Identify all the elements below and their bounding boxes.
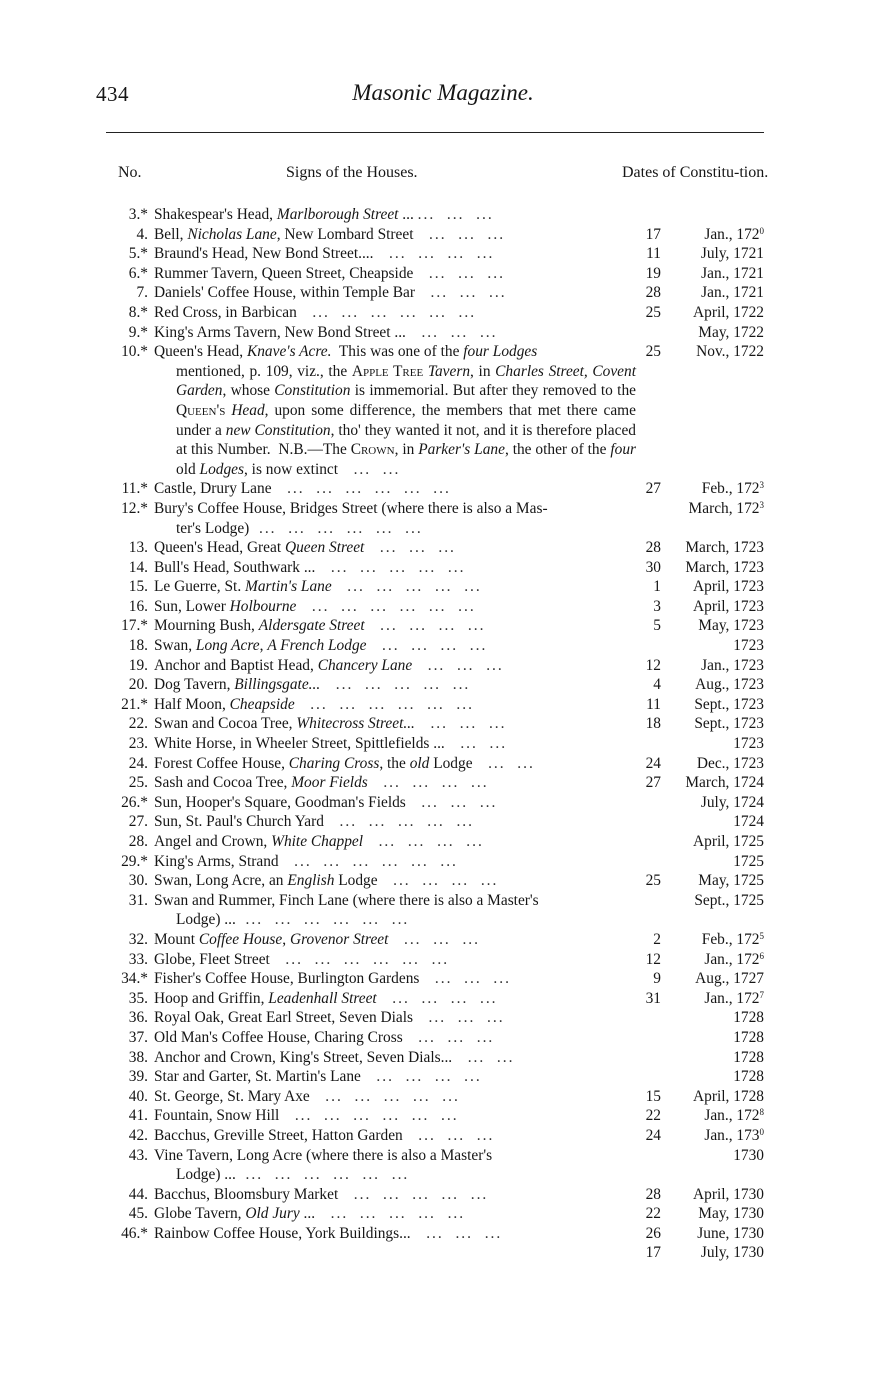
entry-day: 3	[653, 597, 661, 615]
entry-date: Jan., $173^0$	[704, 1126, 764, 1144]
entry-day: 27	[645, 480, 661, 498]
entry-sign: Daniels' Coffee House, within Temple Bar ... ... ...	[154, 284, 507, 302]
entry-date: May, 1723	[698, 617, 764, 635]
page-number: 434	[96, 82, 129, 106]
entry-date: 1728	[733, 1068, 764, 1086]
entry-day: 26	[645, 1224, 661, 1242]
entry-date: 1723	[733, 637, 764, 655]
entry-day: 5	[653, 617, 661, 635]
entry-number: 5.*	[128, 245, 148, 263]
entry-date: April, 1730	[693, 1185, 764, 1203]
entry-sign: Bull's Head, Southwark ... ... ... ... ... ...	[154, 558, 466, 576]
entry-date: April, 1723	[693, 578, 764, 596]
entry-number: 14.	[128, 558, 148, 576]
entry-sign: Sun, St. Paul's Church Yard ... ... ... ... ...	[154, 813, 475, 831]
entry-number: 13.	[128, 539, 148, 557]
entry-day: 28	[645, 539, 661, 557]
entry-date: Aug., 1727	[695, 970, 764, 988]
entry-sign: King's Arms Tavern, New Bond Street ... ... ... ...	[154, 323, 498, 341]
entry-number: 40.	[128, 1087, 148, 1105]
entry-date: Nov., 1722	[696, 343, 764, 361]
entry-sign: Fountain, Snow Hill ... ... ... ... ... ...	[154, 1107, 459, 1125]
lodge-entry	[0, 1224, 886, 1262]
entry-sign: Swan, Long Acre, an English Lodge ... ... ... ...	[154, 872, 499, 890]
entry-date: July, 1730	[700, 1244, 764, 1262]
entry-sign: Anchor and Baptist Head, Chancery Lane ... ... ...	[154, 656, 504, 674]
entry-day: 30	[645, 558, 661, 576]
entry-sign: Swan and Cocoa Tree, Whitecross Street... ... ... ...	[154, 715, 507, 733]
entry-sign: Angel and Crown, White Chappel ... ... ... ...	[154, 833, 484, 850]
entry-day: 25	[645, 343, 661, 361]
entry-number: 45.	[128, 1205, 148, 1223]
entry-date: Sept., 1723	[694, 715, 764, 733]
entry-day: 11	[646, 245, 661, 263]
entry-date: Jan., $172^7$	[704, 989, 764, 1007]
entry-day: 12	[645, 656, 661, 674]
entry-sign: Le Guerre, St. Martin's Lane ... ... ... ... ...	[154, 578, 482, 596]
entry-number: 41.	[128, 1107, 148, 1125]
entry-day: 9	[653, 970, 661, 988]
entry-sign: Swan, Long Acre, A French Lodge ... ... ... ...	[154, 637, 488, 655]
entry-number: 8.*	[128, 303, 148, 321]
entry-day: 27	[645, 774, 661, 792]
entry-sign: Vine Tavern, Long Acre (where there is also a Master's Lodge) ... ... ... ... ... ... ...	[154, 1146, 493, 1184]
entry-number: 28.	[128, 833, 148, 850]
entry-number: 34.*	[121, 970, 148, 988]
entry-number: 12.*	[121, 499, 148, 517]
entry-number: 31.	[128, 891, 148, 909]
entry-day: 17	[645, 225, 661, 243]
entry-number: 4.	[136, 225, 148, 243]
entry-date: May, 1725	[698, 872, 764, 890]
entry-sign: Swan and Rummer, Finch Lane (where there is also a Master's Lodge) ... ... ... ... ... ... ...	[154, 891, 539, 929]
entry-day: 25	[645, 303, 661, 321]
entry-number: 29.*	[121, 852, 148, 870]
entry-sign: Dog Tavern, Billingsgate... ... ... ... ... ...	[154, 676, 471, 694]
entry-number: 30.	[128, 872, 148, 890]
entry-date: July, 1721	[700, 245, 764, 263]
running-head: Masonic Magazine.	[352, 80, 534, 105]
entry-date: March, $172^3$	[688, 499, 764, 517]
entry-sign: Bell, Nicholas Lane, New Lombard Street ... ... ...	[154, 225, 506, 243]
entry-date: 1728	[733, 1028, 764, 1046]
entry-number: 10.*	[121, 343, 148, 361]
entry-sign: Bacchus, Bloomsbury Market ... ... ... ... ...	[154, 1185, 489, 1203]
entry-number: 18.	[128, 637, 148, 655]
entry-day: 24	[645, 1126, 661, 1144]
entry-sign: White Horse, in Wheeler Street, Spittlefields ... ... ...	[154, 735, 508, 753]
entry-number: 22.	[128, 715, 148, 733]
entry-sign: King's Arms, Strand ... ... ... ... ... ...	[154, 852, 458, 870]
entry-date: Jan., $172^0$	[704, 225, 764, 243]
entry-number: 33.	[128, 950, 148, 968]
entry-sign: Rummer Tavern, Queen Street, Cheapside ... ... ...	[154, 264, 505, 282]
entry-date: Feb., $172^5$	[701, 930, 764, 948]
entry-sign: Star and Garter, St. Martin's Lane ... ... ... ...	[154, 1068, 482, 1086]
entry-sign: Anchor and Crown, King's Street, Seven Dials... ... ...	[154, 1048, 515, 1066]
entry-day: 17	[645, 1244, 661, 1262]
entry-sign: Sash and Cocoa Tree, Moor Fields ... ... ... ...	[154, 774, 489, 792]
entry-date: 1730	[733, 1146, 764, 1164]
entry-number: 36.	[128, 1009, 148, 1027]
entry-number: 25.	[128, 774, 148, 792]
entry-number: 44.	[128, 1185, 148, 1203]
entry-sign: Forest Coffee House, Charing Cross, the old Lodge ... ...	[154, 754, 535, 772]
entry-number: 9.*	[128, 323, 148, 341]
lodge-list	[0, 205, 886, 1262]
entry-number: 20.	[128, 676, 148, 694]
entry-date: Sept., 1725	[694, 891, 764, 909]
entry-number: 7.	[136, 284, 148, 302]
entry-date: March, 1724	[685, 774, 764, 792]
entry-day: 11	[646, 695, 661, 713]
entry-sign: Bury's Coffee House, Bridges Street (where there is also a Mas- ter's Lodge) ... ... ... ... ... ...	[154, 499, 548, 537]
entry-number: 19.	[128, 656, 148, 674]
entry-day: 4	[653, 676, 661, 694]
entry-day: 25	[645, 872, 661, 890]
entry-number: 23.	[128, 735, 148, 753]
entry-sign: Hoop and Griffin, Leadenhall Street ... ... ... ...	[154, 989, 498, 1007]
entry-sign: Royal Oak, Great Earl Street, Seven Dials ... ... ...	[154, 1009, 505, 1027]
entry-sign: Globe Tavern, Old Jury ... ... ... ... ... ...	[154, 1205, 466, 1223]
column-heading-signs: Signs of the Houses.	[286, 164, 418, 181]
entry-sign: Rainbow Coffee House, York Buildings... ... ... ...	[154, 1224, 503, 1242]
entry-date: Dec., 1723	[696, 754, 764, 772]
entry-date: March, 1723	[685, 558, 764, 576]
entry-date: Jan., $172^6$	[704, 950, 764, 968]
entry-sign: Shakespear's Head, Marlborough Street ... ... ... ...	[154, 206, 494, 223]
entry-number: 21.*	[121, 695, 148, 713]
entry-date: April, 1728	[693, 1087, 764, 1105]
entry-day: 28	[645, 284, 661, 302]
entry-number: 27.	[128, 813, 148, 831]
entry-sign: Braund's Head, New Bond Street.... ... ... ... ...	[154, 245, 495, 263]
entry-day: 22	[645, 1205, 661, 1223]
entry-day: 24	[645, 754, 661, 772]
entry-date: Sept., 1723	[694, 695, 764, 713]
entry-sign: Queen's Head, Great Queen Street ... ... ...	[154, 539, 456, 557]
entry-day: 15	[645, 1087, 661, 1105]
entry-number: 16.	[128, 597, 148, 615]
entry-number: 6.*	[128, 264, 148, 282]
entry-date: April, 1725	[693, 833, 764, 850]
entry-sign: Castle, Drury Lane ... ... ... ... ... ...	[154, 480, 451, 498]
entry-date: 1728	[733, 1009, 764, 1027]
entry-date: April, 1723	[693, 597, 764, 615]
entry-day: 2	[653, 930, 661, 948]
entry-sign: Sun, Lower Holbourne ... ... ... ... ... ...	[154, 597, 476, 615]
entry-date: June, 1730	[697, 1224, 764, 1242]
entry-date: 1723	[733, 735, 764, 753]
entry-sign: Bacchus, Greville Street, Hatton Garden ... ... ...	[154, 1126, 495, 1144]
entry-number: 43.	[128, 1146, 148, 1164]
entry-date: Jan., 1721	[701, 264, 764, 282]
entry-sign: Fisher's Coffee House, Burlington Gardens ... ... ...	[154, 970, 511, 988]
entry-number: 42.	[128, 1126, 148, 1144]
entry-date: 1728	[733, 1048, 764, 1066]
entry-sign: Queen's Head, Knave's Acre. This was one of the four Lodges mentioned, p. 109, viz., the Apple Tree Tavern, in Charles Street, Covent Garden, whose Constitution is immemorial. But after they removed to the Queen's Head, upon some difference, the members that met there came under a new Constitution, tho' they wanted it not, and it is therefore placed at this Number. N.B.—The Crown, in Parker's Lane, the other of the four old Lodges, is now extinct ... ...	[154, 343, 637, 478]
entry-date: March, 1723	[685, 539, 764, 557]
entry-sign: Mount Coffee House, Grovenor Street ... ... ...	[154, 930, 480, 948]
entry-number: 15.	[128, 578, 148, 596]
entry-day: 12	[645, 950, 661, 968]
entry-day: 22	[645, 1107, 661, 1125]
entry-date: July, 1724	[700, 793, 764, 811]
entry-date: May, 1722	[698, 323, 764, 341]
entry-sign: Sun, Hooper's Square, Goodman's Fields ... ... ...	[154, 793, 498, 811]
entry-day: 18	[645, 715, 661, 733]
entry-day: 1	[653, 578, 661, 596]
entry-date: April, 1722	[693, 303, 764, 321]
entry-number: 39.	[128, 1068, 148, 1086]
entry-date: Feb., $172^3$	[701, 480, 764, 498]
entry-number: 37.	[128, 1028, 148, 1046]
entry-number: 38.	[128, 1048, 148, 1066]
entry-number: 17.*	[121, 617, 148, 635]
entry-number: 26.*	[121, 793, 148, 811]
column-heading-dates: Dates of Constitu-tion.	[622, 164, 769, 181]
entry-date: Jan., 1723	[701, 656, 764, 674]
entry-number: 46.*	[121, 1224, 148, 1242]
entry-date: May, 1730	[698, 1205, 764, 1223]
entry-sign: St. George, St. Mary Axe ... ... ... ... ...	[154, 1087, 460, 1105]
header-rule	[106, 132, 764, 133]
entry-date: Jan., 1721	[701, 284, 764, 302]
entry-sign: Globe, Fleet Street ... ... ... ... ... ...	[154, 950, 450, 968]
entry-sign: Half Moon, Cheapside ... ... ... ... ... ...	[154, 695, 474, 713]
column-heading-no: No.	[118, 164, 142, 181]
entry-date: Jan., $172^8$	[704, 1107, 764, 1125]
entry-day: 19	[645, 264, 661, 282]
entry-day: 31	[645, 989, 661, 1007]
entry-date: 1724	[733, 813, 764, 831]
entry-number: 24.	[128, 754, 148, 772]
entry-date: 1725	[733, 852, 764, 870]
entry-date: Aug., 1723	[695, 676, 764, 694]
entry-number: 35.	[128, 989, 148, 1007]
entry-sign: Mourning Bush, Aldersgate Street ... ... ... ...	[154, 617, 486, 635]
entry-number: 32.	[128, 930, 148, 948]
entry-sign: Red Cross, in Barbican ... ... ... ... ... ...	[154, 303, 477, 321]
entry-number: 11.*	[121, 480, 148, 498]
entry-day: 28	[645, 1185, 661, 1203]
entry-sign: Old Man's Coffee House, Charing Cross ... ... ...	[154, 1028, 495, 1046]
entry-number: 3.*	[128, 206, 148, 223]
